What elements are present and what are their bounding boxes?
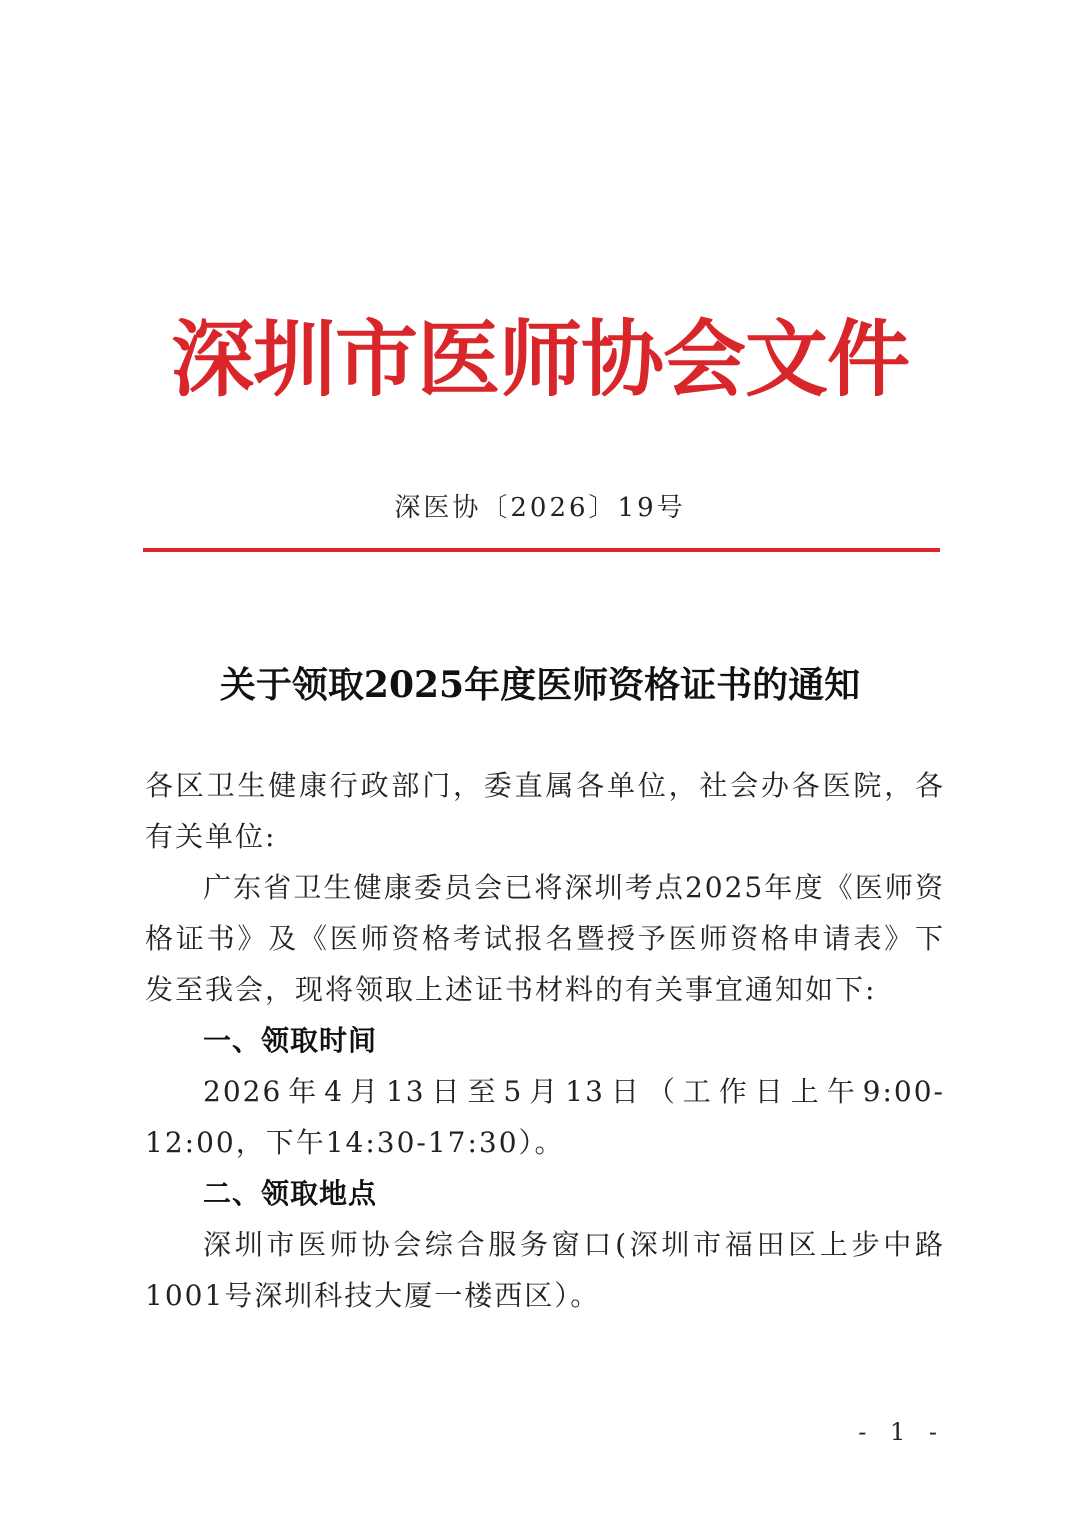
section-heading-location: 二、领取地点 [203, 1177, 378, 1210]
section-content-location: 深圳市医师协会综合服务窗口(深圳市福田区上步中路1001号深圳科技大厦一楼西区）。 [145, 1228, 945, 1312]
section-heading-time: 一、领取时间 [203, 1024, 378, 1057]
org-title: 深圳市医师协会文件 [171, 311, 909, 408]
page-number: - 1 - [858, 1418, 945, 1446]
intro-paragraph: 广东省卫生健康委员会已将深圳考点2025年度《医师资格证书》及《医师资格考试报名暨授予医师资格申请表》下发至我会，现将领取上述证书材料的有关事宜通知如下: [145, 871, 945, 1006]
notice-body [145, 760, 945, 1321]
red-divider-line [143, 548, 940, 552]
document-number: 深医协〔2026〕19号 [394, 493, 686, 523]
section-content-time: 2026年4月13日至5月13日（工作日上午9:00-12:00，下午14:30-17:30）。 [145, 1075, 945, 1159]
salutation: 各区卫生健康行政部门，委直属各单位，社会办各医院，各有关单位: [145, 769, 945, 853]
notice-title: 关于领取2025年度医师资格证书的通知 [219, 664, 861, 706]
